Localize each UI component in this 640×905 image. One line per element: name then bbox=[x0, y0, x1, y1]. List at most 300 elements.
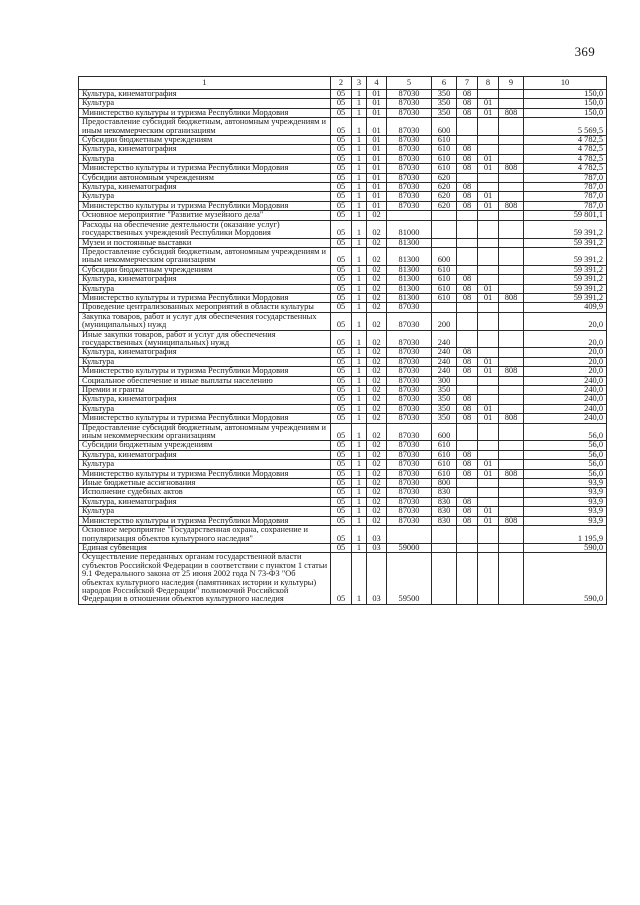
amount-cell: 590,0 bbox=[524, 553, 607, 604]
code-subprogram-cell: 01 bbox=[367, 145, 387, 154]
code-subprogram-cell: 01 bbox=[367, 118, 387, 136]
table-row bbox=[79, 238, 607, 247]
code-expense-type-cell: 350 bbox=[432, 395, 457, 404]
code-expense-type-cell: 610 bbox=[432, 469, 457, 478]
code-expense-type-cell: 240 bbox=[432, 348, 457, 357]
code-target-cell: 87030 bbox=[387, 395, 432, 404]
code-subdivision-cell bbox=[478, 265, 499, 274]
code-ministry-cell bbox=[499, 238, 524, 247]
code-section-cell: 05 bbox=[331, 348, 352, 357]
amount-cell: 59 391,2 bbox=[524, 284, 607, 293]
code-subdivision-cell bbox=[478, 247, 499, 265]
code-expense-type-cell: 830 bbox=[432, 507, 457, 516]
code-section-cell: 05 bbox=[331, 460, 352, 469]
code-target-cell: 59000 bbox=[387, 543, 432, 552]
code-program-cell: 1 bbox=[352, 348, 367, 357]
table-row bbox=[79, 108, 607, 117]
code-subdivision-cell bbox=[478, 90, 499, 99]
code-subprogram-cell: 02 bbox=[367, 497, 387, 506]
code-expense-type-cell: 350 bbox=[432, 404, 457, 413]
table-row bbox=[79, 275, 607, 284]
row-name-cell: Иные закупки товаров, работ и услуг для обеспечения государственных (муниципальных) нужд bbox=[79, 330, 331, 348]
code-target-cell: 87030 bbox=[387, 357, 432, 366]
code-section-cell: 05 bbox=[331, 293, 352, 302]
amount-cell: 59 391,2 bbox=[524, 265, 607, 274]
code-ministry-cell bbox=[499, 441, 524, 450]
table-row bbox=[79, 293, 607, 302]
code-subdivision-cell: 01 bbox=[478, 99, 499, 108]
code-target-cell: 87030 bbox=[387, 441, 432, 450]
table-row bbox=[79, 136, 607, 145]
code-section-cell: 05 bbox=[331, 543, 352, 552]
code-division-cell bbox=[457, 312, 478, 330]
code-expense-type-cell: 240 bbox=[432, 330, 457, 348]
code-subdivision-cell bbox=[478, 238, 499, 247]
code-target-cell: 87030 bbox=[387, 164, 432, 173]
code-division-cell: 08 bbox=[457, 357, 478, 366]
code-expense-type-cell: 600 bbox=[432, 247, 457, 265]
code-target-cell: 81300 bbox=[387, 293, 432, 302]
code-ministry-cell: 808 bbox=[499, 516, 524, 525]
row-name-cell: Министерство культуры и туризма Республики Мордовия bbox=[79, 414, 331, 423]
code-target-cell: 87030 bbox=[387, 507, 432, 516]
code-target-cell: 87030 bbox=[387, 99, 432, 108]
code-ministry-cell bbox=[499, 423, 524, 441]
code-subdivision-cell: 01 bbox=[478, 164, 499, 173]
table-row bbox=[79, 460, 607, 469]
code-ministry-cell bbox=[499, 220, 524, 238]
code-division-cell bbox=[457, 553, 478, 604]
table-row bbox=[79, 479, 607, 488]
code-division-cell: 08 bbox=[457, 183, 478, 192]
code-program-cell: 1 bbox=[352, 220, 367, 238]
code-subprogram-cell: 02 bbox=[367, 312, 387, 330]
amount-cell: 59 391,2 bbox=[524, 275, 607, 284]
amount-cell: 4 782,5 bbox=[524, 136, 607, 145]
column-header: 8 bbox=[478, 77, 499, 90]
code-section-cell: 05 bbox=[331, 136, 352, 145]
column-header: 2 bbox=[331, 77, 352, 90]
row-name-cell: Культура, кинематография bbox=[79, 90, 331, 99]
code-ministry-cell bbox=[499, 526, 524, 544]
code-subprogram-cell: 02 bbox=[367, 265, 387, 274]
code-subprogram-cell: 02 bbox=[367, 488, 387, 497]
code-section-cell: 05 bbox=[331, 423, 352, 441]
amount-cell: 240,0 bbox=[524, 386, 607, 395]
amount-cell: 59 391,2 bbox=[524, 293, 607, 302]
row-name-cell: Единая субвенция bbox=[79, 543, 331, 552]
code-subprogram-cell: 02 bbox=[367, 275, 387, 284]
table-row bbox=[79, 220, 607, 238]
code-ministry-cell bbox=[499, 312, 524, 330]
row-name-cell: Предоставление субсидий бюджетным, автономным учреждениям и иным некоммерческим организациям bbox=[79, 118, 331, 136]
table-row bbox=[79, 497, 607, 506]
code-subdivision-cell bbox=[478, 479, 499, 488]
code-subdivision-cell bbox=[478, 450, 499, 459]
code-division-cell bbox=[457, 423, 478, 441]
code-target-cell: 87030 bbox=[387, 108, 432, 117]
table-row bbox=[79, 247, 607, 265]
code-expense-type-cell: 830 bbox=[432, 516, 457, 525]
code-program-cell: 1 bbox=[352, 238, 367, 247]
table-row bbox=[79, 414, 607, 423]
code-subdivision-cell bbox=[478, 183, 499, 192]
code-ministry-cell bbox=[499, 211, 524, 220]
code-subdivision-cell: 01 bbox=[478, 201, 499, 210]
code-target-cell bbox=[387, 526, 432, 544]
code-subprogram-cell: 02 bbox=[367, 404, 387, 413]
code-division-cell: 08 bbox=[457, 154, 478, 163]
amount-cell: 240,0 bbox=[524, 414, 607, 423]
code-subdivision-cell bbox=[478, 395, 499, 404]
row-name-cell: Культура, кинематография bbox=[79, 183, 331, 192]
code-program-cell: 1 bbox=[352, 265, 367, 274]
table-row bbox=[79, 507, 607, 516]
code-subdivision-cell bbox=[478, 312, 499, 330]
code-target-cell: 87030 bbox=[387, 367, 432, 376]
code-target-cell: 81300 bbox=[387, 284, 432, 293]
budget-table-container bbox=[78, 76, 606, 605]
code-division-cell: 08 bbox=[457, 469, 478, 478]
code-expense-type-cell bbox=[432, 543, 457, 552]
code-expense-type-cell: 350 bbox=[432, 90, 457, 99]
code-section-cell: 05 bbox=[331, 479, 352, 488]
code-target-cell: 87030 bbox=[387, 154, 432, 163]
code-ministry-cell bbox=[499, 154, 524, 163]
code-subprogram-cell: 02 bbox=[367, 247, 387, 265]
code-subdivision-cell bbox=[478, 526, 499, 544]
code-program-cell: 1 bbox=[352, 460, 367, 469]
table-row bbox=[79, 201, 607, 210]
code-subdivision-cell bbox=[478, 145, 499, 154]
code-subdivision-cell: 01 bbox=[478, 367, 499, 376]
code-program-cell: 1 bbox=[352, 543, 367, 552]
code-program-cell: 1 bbox=[352, 395, 367, 404]
code-target-cell: 87030 bbox=[387, 450, 432, 459]
code-section-cell: 05 bbox=[331, 284, 352, 293]
code-program-cell: 1 bbox=[352, 173, 367, 182]
row-name-cell: Основное мероприятие "Развитие музейного дела" bbox=[79, 211, 331, 220]
row-name-cell: Премии и гранты bbox=[79, 386, 331, 395]
code-section-cell: 05 bbox=[331, 376, 352, 385]
code-section-cell: 05 bbox=[331, 395, 352, 404]
code-subprogram-cell: 02 bbox=[367, 330, 387, 348]
code-program-cell: 1 bbox=[352, 386, 367, 395]
row-name-cell: Музеи и постоянные выставки bbox=[79, 238, 331, 247]
amount-cell: 93,9 bbox=[524, 488, 607, 497]
code-ministry-cell: 808 bbox=[499, 108, 524, 117]
table-row bbox=[79, 469, 607, 478]
row-name-cell: Культура bbox=[79, 192, 331, 201]
code-target-cell: 87030 bbox=[387, 497, 432, 506]
code-target-cell: 87030 bbox=[387, 488, 432, 497]
code-section-cell: 05 bbox=[331, 90, 352, 99]
code-expense-type-cell: 800 bbox=[432, 479, 457, 488]
row-name-cell: Субсидии бюджетным учреждениям bbox=[79, 136, 331, 145]
amount-cell: 59 801,1 bbox=[524, 211, 607, 220]
code-section-cell: 05 bbox=[331, 469, 352, 478]
code-expense-type-cell: 350 bbox=[432, 386, 457, 395]
row-name-cell: Социальное обеспечение и иные выплаты населению bbox=[79, 376, 331, 385]
code-section-cell: 05 bbox=[331, 330, 352, 348]
code-target-cell: 81300 bbox=[387, 238, 432, 247]
code-target-cell: 81000 bbox=[387, 220, 432, 238]
code-program-cell: 1 bbox=[352, 164, 367, 173]
code-section-cell: 05 bbox=[331, 516, 352, 525]
code-subdivision-cell: 01 bbox=[478, 460, 499, 469]
table-row bbox=[79, 211, 607, 220]
code-ministry-cell bbox=[499, 479, 524, 488]
row-name-cell: Предоставление субсидий бюджетным, автономным учреждениям и иным некоммерческим организациям bbox=[79, 247, 331, 265]
code-target-cell: 87030 bbox=[387, 414, 432, 423]
code-division-cell: 08 bbox=[457, 395, 478, 404]
code-subdivision-cell: 01 bbox=[478, 192, 499, 201]
code-division-cell: 08 bbox=[457, 284, 478, 293]
code-program-cell: 1 bbox=[352, 414, 367, 423]
code-section-cell: 05 bbox=[331, 488, 352, 497]
code-subprogram-cell: 02 bbox=[367, 516, 387, 525]
code-program-cell: 1 bbox=[352, 90, 367, 99]
code-program-cell: 1 bbox=[352, 183, 367, 192]
amount-cell: 20,0 bbox=[524, 312, 607, 330]
code-section-cell: 05 bbox=[331, 404, 352, 413]
code-subprogram-cell: 02 bbox=[367, 414, 387, 423]
amount-cell: 4 782,5 bbox=[524, 164, 607, 173]
code-target-cell: 87030 bbox=[387, 183, 432, 192]
code-expense-type-cell bbox=[432, 220, 457, 238]
table-row bbox=[79, 90, 607, 99]
table-row bbox=[79, 386, 607, 395]
code-subprogram-cell: 02 bbox=[367, 238, 387, 247]
amount-cell: 56,0 bbox=[524, 441, 607, 450]
code-expense-type-cell: 610 bbox=[432, 154, 457, 163]
row-name-cell: Культура, кинематография bbox=[79, 450, 331, 459]
table-row bbox=[79, 118, 607, 136]
code-subprogram-cell: 02 bbox=[367, 284, 387, 293]
code-subprogram-cell: 02 bbox=[367, 220, 387, 238]
code-target-cell: 87030 bbox=[387, 312, 432, 330]
code-target-cell: 87030 bbox=[387, 469, 432, 478]
code-division-cell: 08 bbox=[457, 90, 478, 99]
code-subdivision-cell bbox=[478, 441, 499, 450]
table-row bbox=[79, 154, 607, 163]
code-subdivision-cell bbox=[478, 173, 499, 182]
amount-cell: 56,0 bbox=[524, 450, 607, 459]
code-subprogram-cell: 01 bbox=[367, 183, 387, 192]
amount-cell: 787,0 bbox=[524, 192, 607, 201]
table-row bbox=[79, 192, 607, 201]
table-row bbox=[79, 357, 607, 366]
code-section-cell: 05 bbox=[331, 497, 352, 506]
code-program-cell: 1 bbox=[352, 136, 367, 145]
code-expense-type-cell: 620 bbox=[432, 192, 457, 201]
amount-cell: 590,0 bbox=[524, 543, 607, 552]
code-division-cell bbox=[457, 220, 478, 238]
amount-cell: 787,0 bbox=[524, 183, 607, 192]
code-ministry-cell bbox=[499, 173, 524, 182]
code-subdivision-cell bbox=[478, 220, 499, 238]
code-section-cell: 05 bbox=[331, 154, 352, 163]
row-name-cell: Министерство культуры и туризма Республики Мордовия bbox=[79, 164, 331, 173]
code-section-cell: 05 bbox=[331, 145, 352, 154]
code-subdivision-cell: 01 bbox=[478, 284, 499, 293]
amount-cell: 787,0 bbox=[524, 201, 607, 210]
code-subprogram-cell: 02 bbox=[367, 303, 387, 312]
code-program-cell: 1 bbox=[352, 423, 367, 441]
code-target-cell: 87030 bbox=[387, 423, 432, 441]
code-target-cell: 87030 bbox=[387, 376, 432, 385]
table-row bbox=[79, 348, 607, 357]
code-subprogram-cell: 01 bbox=[367, 108, 387, 117]
row-name-cell: Министерство культуры и туризма Республики Мордовия bbox=[79, 516, 331, 525]
column-header: 6 bbox=[432, 77, 457, 90]
row-name-cell: Культура bbox=[79, 507, 331, 516]
code-section-cell: 05 bbox=[331, 275, 352, 284]
column-header: 5 bbox=[387, 77, 432, 90]
code-division-cell: 08 bbox=[457, 497, 478, 506]
row-name-cell: Основное мероприятие "Государственная охрана, сохранение и популяризация объектов культурного наследия" bbox=[79, 526, 331, 544]
code-expense-type-cell bbox=[432, 238, 457, 247]
code-division-cell: 08 bbox=[457, 99, 478, 108]
code-ministry-cell bbox=[499, 303, 524, 312]
row-name-cell: Культура bbox=[79, 284, 331, 293]
table-row bbox=[79, 312, 607, 330]
code-ministry-cell: 808 bbox=[499, 367, 524, 376]
code-ministry-cell bbox=[499, 118, 524, 136]
code-program-cell: 1 bbox=[352, 441, 367, 450]
code-subdivision-cell bbox=[478, 211, 499, 220]
code-section-cell: 05 bbox=[331, 303, 352, 312]
amount-cell: 93,9 bbox=[524, 507, 607, 516]
code-ministry-cell bbox=[499, 99, 524, 108]
column-header: 9 bbox=[499, 77, 524, 90]
code-target-cell: 87030 bbox=[387, 516, 432, 525]
code-subprogram-cell: 02 bbox=[367, 367, 387, 376]
amount-cell: 240,0 bbox=[524, 404, 607, 413]
code-target-cell: 87030 bbox=[387, 173, 432, 182]
code-section-cell: 05 bbox=[331, 192, 352, 201]
code-ministry-cell bbox=[499, 404, 524, 413]
code-division-cell: 08 bbox=[457, 404, 478, 413]
column-header: 3 bbox=[352, 77, 367, 90]
code-expense-type-cell: 240 bbox=[432, 367, 457, 376]
code-subprogram-cell: 01 bbox=[367, 164, 387, 173]
column-header: 7 bbox=[457, 77, 478, 90]
code-division-cell bbox=[457, 526, 478, 544]
row-name-cell: Расходы на обеспечение деятельности (оказание услуг) государственных учреждений Республики Мордовия bbox=[79, 220, 331, 238]
table-row bbox=[79, 183, 607, 192]
code-subdivision-cell bbox=[478, 423, 499, 441]
code-program-cell: 1 bbox=[352, 312, 367, 330]
code-ministry-cell bbox=[499, 395, 524, 404]
code-target-cell: 59500 bbox=[387, 553, 432, 604]
code-ministry-cell bbox=[499, 183, 524, 192]
table-row bbox=[79, 423, 607, 441]
row-name-cell: Субсидии автономным учреждениям bbox=[79, 173, 331, 182]
amount-cell: 240,0 bbox=[524, 376, 607, 385]
amount-cell: 59 391,2 bbox=[524, 247, 607, 265]
table-row bbox=[79, 488, 607, 497]
code-expense-type-cell: 610 bbox=[432, 284, 457, 293]
code-target-cell: 87030 bbox=[387, 330, 432, 348]
row-name-cell: Иные бюджетные ассигнования bbox=[79, 479, 331, 488]
code-program-cell: 1 bbox=[352, 275, 367, 284]
code-subdivision-cell: 01 bbox=[478, 414, 499, 423]
amount-cell: 20,0 bbox=[524, 367, 607, 376]
code-ministry-cell bbox=[499, 145, 524, 154]
table-row bbox=[79, 330, 607, 348]
code-division-cell bbox=[457, 479, 478, 488]
amount-cell: 93,9 bbox=[524, 516, 607, 525]
code-subprogram-cell: 02 bbox=[367, 357, 387, 366]
code-section-cell: 05 bbox=[331, 450, 352, 459]
code-expense-type-cell: 610 bbox=[432, 265, 457, 274]
code-target-cell: 87030 bbox=[387, 136, 432, 145]
amount-cell: 59 391,2 bbox=[524, 220, 607, 238]
code-expense-type-cell: 350 bbox=[432, 414, 457, 423]
code-division-cell bbox=[457, 330, 478, 348]
row-name-cell: Культура bbox=[79, 99, 331, 108]
code-ministry-cell bbox=[499, 376, 524, 385]
code-subprogram-cell: 03 bbox=[367, 526, 387, 544]
code-section-cell: 05 bbox=[331, 507, 352, 516]
code-expense-type-cell: 600 bbox=[432, 118, 457, 136]
code-division-cell bbox=[457, 238, 478, 247]
code-subdivision-cell bbox=[478, 348, 499, 357]
code-program-cell: 1 bbox=[352, 118, 367, 136]
code-section-cell: 05 bbox=[331, 211, 352, 220]
row-name-cell: Министерство культуры и туризма Республики Мордовия bbox=[79, 201, 331, 210]
code-target-cell: 87030 bbox=[387, 348, 432, 357]
code-section-cell: 05 bbox=[331, 312, 352, 330]
code-subdivision-cell bbox=[478, 553, 499, 604]
code-subdivision-cell bbox=[478, 488, 499, 497]
code-expense-type-cell: 610 bbox=[432, 460, 457, 469]
code-program-cell: 1 bbox=[352, 469, 367, 478]
code-division-cell bbox=[457, 265, 478, 274]
code-target-cell: 81300 bbox=[387, 247, 432, 265]
row-name-cell: Культура, кинематография bbox=[79, 145, 331, 154]
code-ministry-cell bbox=[499, 247, 524, 265]
code-subprogram-cell: 02 bbox=[367, 450, 387, 459]
code-program-cell: 1 bbox=[352, 553, 367, 604]
code-subprogram-cell: 02 bbox=[367, 507, 387, 516]
code-division-cell: 08 bbox=[457, 164, 478, 173]
code-section-cell: 05 bbox=[331, 173, 352, 182]
code-program-cell: 1 bbox=[352, 211, 367, 220]
code-section-cell: 05 bbox=[331, 108, 352, 117]
code-expense-type-cell bbox=[432, 526, 457, 544]
code-program-cell: 1 bbox=[352, 376, 367, 385]
code-division-cell bbox=[457, 211, 478, 220]
table-row bbox=[79, 367, 607, 376]
amount-cell: 59 391,2 bbox=[524, 238, 607, 247]
code-division-cell bbox=[457, 441, 478, 450]
code-division-cell bbox=[457, 543, 478, 552]
code-section-cell: 05 bbox=[331, 265, 352, 274]
row-name-cell: Культура, кинематография bbox=[79, 348, 331, 357]
table-row bbox=[79, 395, 607, 404]
code-subdivision-cell: 01 bbox=[478, 404, 499, 413]
code-subprogram-cell: 02 bbox=[367, 211, 387, 220]
code-subdivision-cell bbox=[478, 330, 499, 348]
code-section-cell: 05 bbox=[331, 553, 352, 604]
code-expense-type-cell: 610 bbox=[432, 441, 457, 450]
code-division-cell: 08 bbox=[457, 348, 478, 357]
code-subprogram-cell: 02 bbox=[367, 386, 387, 395]
code-section-cell: 05 bbox=[331, 164, 352, 173]
code-division-cell: 08 bbox=[457, 450, 478, 459]
